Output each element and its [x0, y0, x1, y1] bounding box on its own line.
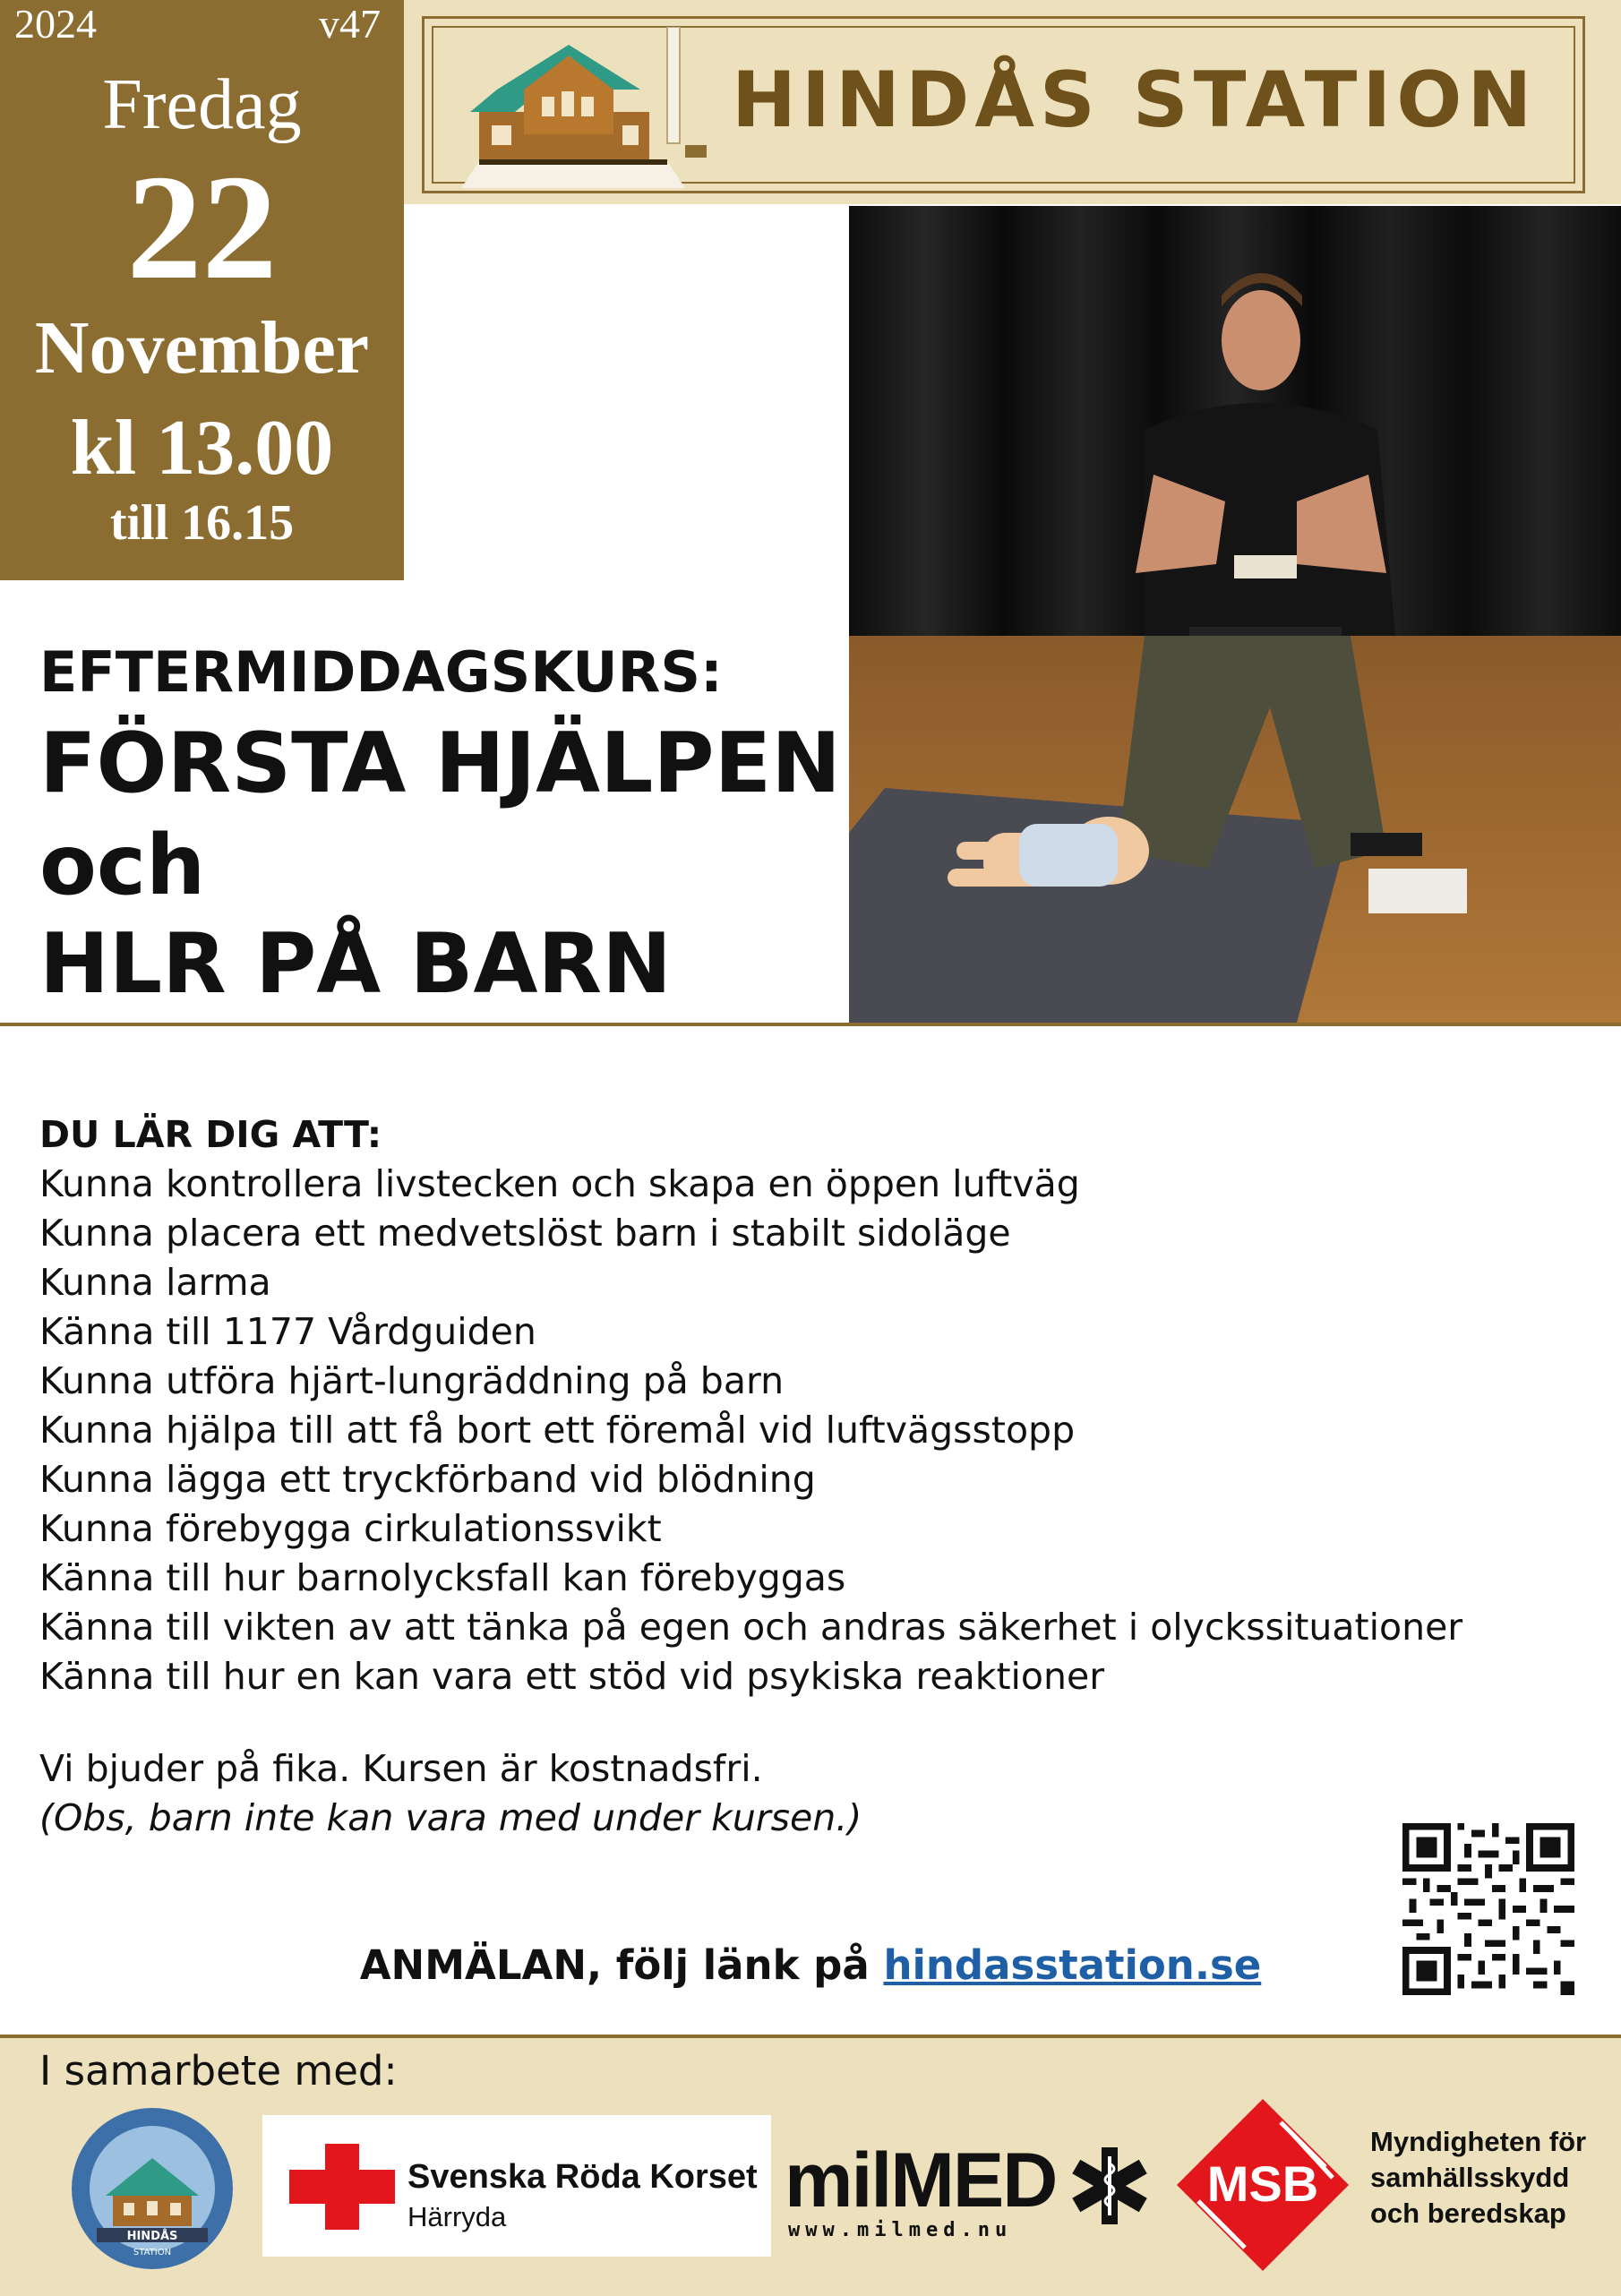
divider	[0, 1023, 1621, 1026]
course-title-line3: HLR PÅ BARN	[39, 915, 672, 1012]
course-title-line1: FÖRSTA HJÄLPEN	[39, 715, 841, 811]
signup-link[interactable]: hindasstation.se	[883, 1941, 1262, 1989]
partners-label: I samarbete med:	[39, 2047, 398, 2095]
learning-heading: DU LÄR DIG ATT:	[39, 1113, 382, 1156]
learning-goals	[39, 1110, 1462, 1701]
header-banner	[404, 0, 1621, 204]
weekday: Fredag	[102, 65, 302, 144]
list-item: Kunna förebygga cirkulationssvikt	[39, 1507, 662, 1550]
hindas-logo-text: HINDÅS	[126, 2230, 178, 2243]
fika-note: Vi bjuder på fika. Kursen är kostnadsfri.	[39, 1747, 763, 1790]
course-title-line2: och	[39, 817, 206, 913]
end-time: till 16.15	[109, 495, 295, 551]
station-building-logo	[461, 27, 721, 188]
msb-line2: samhällsskydd	[1370, 2162, 1570, 2193]
hindas-station-round-logo	[70, 2106, 235, 2271]
list-item: Kunna lägga ett tryckförband vid blödning	[39, 1458, 816, 1501]
list-item: Känna till vikten av att tänka på egen och andras säkerhet i olyckssituationer	[39, 1606, 1463, 1649]
list-item: Känna till hur barnolycksfall kan förebyggas	[39, 1556, 846, 1599]
msb-line3: och beredskap	[1370, 2197, 1566, 2229]
msb-line1: Myndigheten för	[1370, 2126, 1587, 2157]
partners-footer	[0, 2035, 1621, 2296]
milmed-url: www.milmed.nu	[788, 2219, 1013, 2241]
extra-info	[39, 1744, 862, 1843]
instructor-photo	[849, 206, 1621, 1023]
hindas-logo-sub: STATION	[133, 2248, 172, 2257]
list-item: Kunna larma	[39, 1261, 271, 1304]
star-of-life-icon	[1068, 2144, 1152, 2228]
venue-name: HINDÅS STATION	[732, 56, 1538, 145]
msb-logo	[1173, 2095, 1352, 2275]
red-cross-icon	[289, 2144, 395, 2230]
milmed-name: milMED	[785, 2138, 1057, 2223]
list-item: Känna till hur en kan vara ett stöd vid psykiska reaktioner	[39, 1655, 1105, 1698]
msb-full-name	[1370, 2124, 1586, 2232]
list-item: Kunna kontrollera livstecken och skapa en öppen luftväg	[39, 1162, 1080, 1205]
red-cross-branch: Härryda	[407, 2201, 507, 2232]
course-kicker: EFTERMIDDAGSKURS:	[39, 639, 723, 705]
date-box	[0, 0, 404, 580]
day-number: 22	[126, 144, 278, 311]
msb-abbr: MSB	[1206, 2155, 1319, 2212]
signup-line	[0, 1941, 1621, 1989]
list-item: Kunna placera ett medvetslöst barn i stabilt sidoläge	[39, 1212, 1011, 1255]
start-time: kl 13.00	[70, 405, 334, 492]
milmed-logo	[785, 2137, 1154, 2244]
signup-text: ANMÄLAN, följ länk på	[359, 1941, 884, 1989]
list-item: Känna till 1177 Vårdguiden	[39, 1310, 536, 1353]
month: November	[34, 306, 370, 390]
red-cross-logo	[262, 2115, 771, 2257]
list-item: Kunna hjälpa till att få bort ett föremål vid luftvägsstopp	[39, 1409, 1076, 1452]
red-cross-name: Svenska Röda Korset	[407, 2158, 758, 2196]
year: 2024	[14, 1, 97, 47]
list-item: Kunna utföra hjärt-lungräddning på barn	[39, 1359, 785, 1402]
obs-note: (Obs, barn inte kan vara med under kursen.)	[39, 1796, 862, 1839]
week-number: v47	[319, 1, 381, 47]
